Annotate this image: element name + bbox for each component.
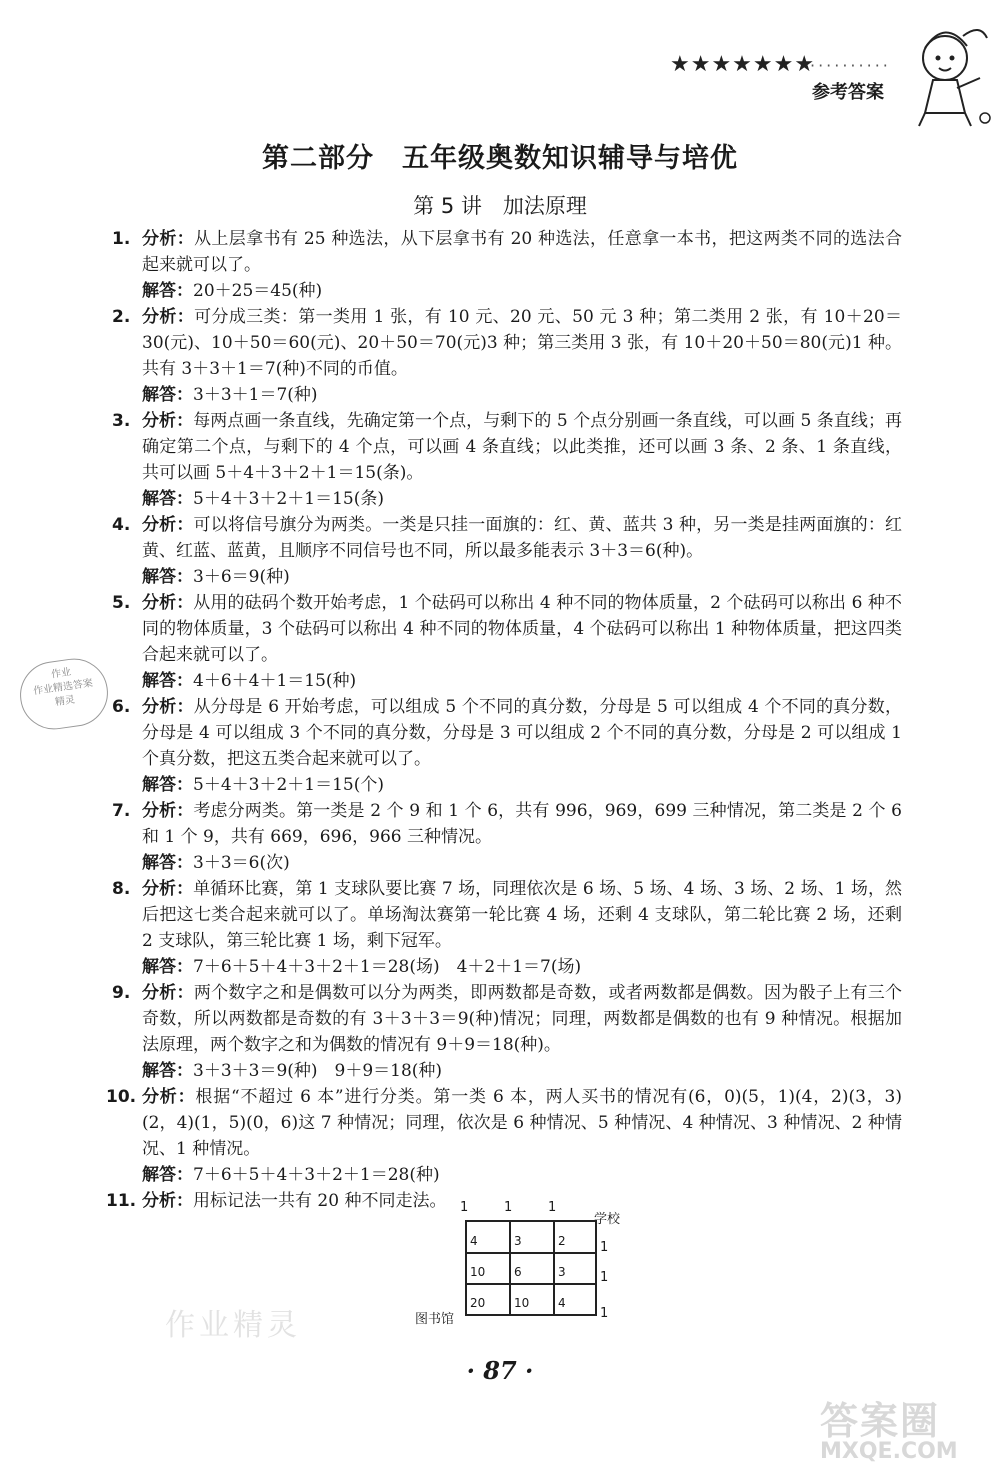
school-label: 学校 [594,1212,621,1227]
analysis-text: 每两点画一条直线，先确定第一个点，与剩下的 5 个点分别画一条直线，可以画 5 条直线；再确定第二个点，与剩下的 4 个点，可以画 4 条直线；以此类推，还可以画 3 条、2 条、1 条直线，共可以画 5＋4＋3＋2＋1＝15(条)。 [142,411,902,483]
grid-cell: 20 [470,1296,486,1310]
item-number: 9. [112,983,131,1003]
grid-top-label: 1 [460,1200,469,1215]
grid-right-label: 1 [600,1270,609,1285]
grid-right-label: 1 [600,1306,609,1321]
analysis-text: 根据“不超过 6 本”进行分类。第一类 6 本，两人买书的情况有(6，0)(5，1)(4，2)(3，3)(2，4)(1，5)(0，6)这 7 种情况；同理，依次是 6 种情况、5 种情况、4 种情况、3 种情况、2 种情况、1 种情况。 [142,1087,903,1159]
watermark-line-2: MXQE.COM [820,1439,958,1464]
item-number: 8. [112,879,131,899]
analysis-text: 用标记法一共有 20 种不同走法。 [193,1191,447,1211]
analysis-tag: 分析： [142,515,194,535]
answer-text: 7＋6＋5＋4＋3＋2＋1＝28(场) 4＋2＋1＝7(场) [193,957,582,977]
stamp-line-1: 作业 [50,666,72,681]
analysis-tag: 分析： [142,983,194,1003]
stamp-line-3: 精灵 [54,694,76,709]
answer-tag: 解答： [142,671,193,691]
mascot-illustration [905,18,993,130]
analysis-tag: 分析： [142,1087,196,1107]
grid-cell: 10 [470,1265,486,1279]
answer-item-7 [112,798,902,876]
answer-item-6 [112,694,902,798]
answer-text: 4＋6＋4＋1＝15(种) [193,671,357,691]
answer-text: 3＋3＋1＝7(种) [193,385,318,405]
analysis-tag: 分析： [142,697,194,717]
header-label: 参考答案 [812,82,884,103]
header-stars: ★★★★★★★ [670,52,816,77]
grid-line [467,1252,595,1254]
analysis-tag: 分析： [142,1191,193,1211]
grid-cell: 4 [558,1296,566,1310]
library-label: 图书馆 [415,1312,455,1327]
answer-tag: 解答： [142,385,193,405]
part-title: 第二部分 五年级奥数知识辅导与培优 [262,143,738,174]
stamp-mark [16,654,113,734]
item-number: 10. [106,1087,137,1107]
item-number: 6. [112,697,131,717]
analysis-text: 从上层拿书有 25 种选法，从下层拿书有 20 种选法，任意拿一本书，把这两类不同的选法合起来就可以了。 [142,229,902,275]
grid-right-label: 1 [600,1240,609,1255]
analysis-tag: 分析： [142,411,194,431]
answer-tag: 解答： [142,853,193,873]
grid-cell: 2 [558,1234,566,1248]
answer-item-10 [106,1084,903,1188]
route-grid-diagram [410,1200,650,1350]
answer-item-3 [112,408,902,512]
grid-line [467,1283,595,1285]
answer-item-4 [112,512,902,590]
answer-text: 7＋6＋5＋4＋3＋2＋1＝28(种) [193,1165,440,1185]
answer-item-5 [112,590,902,694]
analysis-text: 从分母是 6 开始考虑，可以组成 5 个不同的真分数，分母是 5 可以组成 4 个不同的真分数，分母是 4 可以组成 3 个不同的真分数，分母是 3 可以组成 2 个不同的真分数，分母是 2 可以组成 1 个真分数，把这五类合起来就可以了。 [142,697,902,769]
item-number: 5. [112,593,131,613]
header-dots: ·········· [810,56,891,75]
watermark-line-1: 答案圈 [820,1399,941,1443]
grid-cell: 10 [514,1296,530,1310]
analysis-text: 单循环比赛，第 1 支球队要比赛 7 场，同理依次是 6 场、5 场、4 场、3 场、2 场、1 场，然后把这七类合起来就可以了。单场淘汰赛第一轮比赛 4 场，还剩 4 支球队，第二轮比赛 2 场，还剩 2 支球队，第三轮比赛 1 场，剩下冠军。 [142,879,903,951]
analysis-text: 可以将信号旗分为两类。一类是只挂一面旗的：红、黄、蓝共 3 种，另一类是挂两面旗的：红黄、红蓝、蓝黄，且顺序不同信号也不同，所以最多能表示 3＋3＝6(种)。 [142,515,903,561]
answer-text: 3＋3＝6(次) [193,853,290,873]
grid-cell: 6 [514,1265,522,1279]
grid-cell: 3 [558,1265,566,1279]
answer-item-1 [112,226,902,304]
answer-tag: 解答： [142,567,193,587]
faint-watermark: 作业精灵 [165,1308,301,1343]
answer-text: 20＋25＝45(种) [193,281,323,301]
lecture-title: 第 5 讲 加法原理 [413,194,587,218]
page-number: · 87 · [466,1356,534,1385]
analysis-tag: 分析： [142,801,194,821]
item-number: 3. [112,411,131,431]
answer-text: 5＋4＋3＋2＋1＝15(条) [193,489,384,509]
answer-tag: 解答： [142,489,193,509]
answer-tag: 解答： [142,1061,193,1081]
grid-cell: 3 [514,1234,522,1248]
answer-text: 3＋3＋3＝9(种) 9＋9＝18(种) [193,1061,443,1081]
grid-top-label: 1 [548,1200,557,1215]
answer-tag: 解答： [142,775,193,795]
item-number: 2. [112,307,131,327]
analysis-tag: 分析： [142,879,194,899]
analysis-tag: 分析： [142,307,195,327]
answer-tag: 解答： [142,1165,193,1185]
grid-top-label: 1 [504,1200,513,1215]
item-number: 1. [112,229,131,249]
grid-cell: 4 [470,1234,478,1248]
grid-line [509,1222,511,1314]
site-watermark [820,1390,990,1462]
answer-text: 3＋6＝9(种) [193,567,290,587]
answer-list [106,226,903,1214]
answer-tag: 解答： [142,957,193,977]
answer-item-9 [112,980,902,1084]
analysis-text: 两个数字之和是偶数可以分为两类，即两数都是奇数，或者两数都是偶数。因为骰子上有三个奇数，所以两数都是奇数的有 3＋3＋3＝9(种)情况；同理，两数都是偶数的也有 9 种情况。根据加法原理，两个数字之和为偶数的情况有 9＋9＝18(种)。 [142,983,903,1055]
item-number: 4. [112,515,131,535]
analysis-text: 考虑分两类。第一类是 2 个 9 和 1 个 6，共有 996，969，699 三种情况，第二类是 2 个 6 和 1 个 9，共有 669，696，966 三种情况。 [142,801,902,847]
answer-item-8 [112,876,902,980]
answer-item-2 [112,304,902,408]
answer-text: 5＋4＋3＋2＋1＝15(个) [193,775,384,795]
grid-line [553,1222,555,1314]
analysis-tag: 分析： [142,229,195,249]
analysis-tag: 分析： [142,593,194,613]
analysis-text: 可分成三类：第一类用 1 张，有 10 元、20 元、50 元 3 种；第二类用 2 张，有 10＋20＝30(元)、10＋50＝60(元)、20＋50＝70(元)3 种；第三类用 3 张，有 10＋20＋50＝80(元)1 种。共有 3＋3＋1＝7(种)不同的币值。 [142,307,902,379]
item-number: 11. [106,1191,137,1211]
grid-box [465,1220,597,1316]
stamp-line-2: 作业精选答案 [32,677,94,698]
analysis-text: 从用的砝码个数开始考虑，1 个砝码可以称出 4 种不同的物体质量，2 个砝码可以称出 6 种不同的物体质量，3 个砝码可以称出 4 种不同的物体质量，4 个砝码可以称出 1 种物体质量，把这四类合起来就可以了。 [142,593,903,665]
item-number: 7. [112,801,131,821]
answer-tag: 解答： [142,281,193,301]
